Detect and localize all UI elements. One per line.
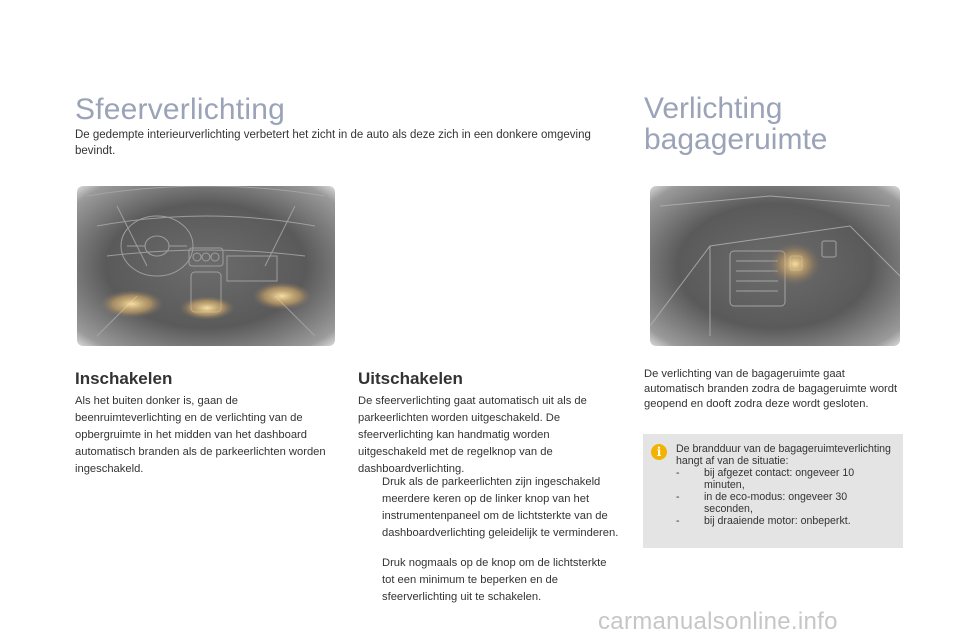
list-item xyxy=(676,515,896,527)
page-title-sfeerverlichting: Sfeerverlichting xyxy=(75,93,285,126)
dash-marker: - xyxy=(676,467,680,479)
info-icon: i xyxy=(651,444,667,460)
list-item xyxy=(358,474,620,542)
heading-inschakelen: Inschakelen xyxy=(75,369,173,388)
info-item-text: bij draaiende motor: onbeperkt. xyxy=(704,515,851,527)
text-uitschakelen: De sfeerverlichting gaat automatisch uit als de parkeerlichten worden uitgeschakeld. De sfeerverlichting kan handmatig worden uitgeschakeld met de regelknop van de dashboardverlichting. xyxy=(358,395,587,475)
list-item xyxy=(676,491,896,515)
dashboard-illustration xyxy=(77,186,335,346)
trunk-photo xyxy=(650,186,900,346)
bullet-text: Druk als de parkeerlichten zijn ingeschakeld meerdere keren op de linker knop van het instrumentenpaneel om de lichtsterkte van de dashboardverlichting geleidelijk te verminderen. xyxy=(382,476,619,539)
info-item-text: bij afgezet contact: ongeveer 10 minuten, xyxy=(704,467,855,491)
list-item xyxy=(358,555,620,606)
text-bagageruimte: De verlichting van de bagageruimte gaat automatisch branden zodra de bagageruimte wordt geopend en dooft zodra deze wordt gesloten. xyxy=(644,368,898,410)
list-item xyxy=(676,467,896,491)
dash-marker: - xyxy=(676,515,680,527)
heading-uitschakelen: Uitschakelen xyxy=(358,369,463,388)
page-title-bagageruimte: Verlichting bagageruimte xyxy=(644,92,828,156)
intro-text: De gedempte interieurverlichting verbetert het zicht in de auto als deze zich in een donkere omgeving bevindt. xyxy=(75,129,591,157)
watermark: carmanualsonline.info xyxy=(598,608,838,635)
info-intro: De brandduur van de bagageruimteverlichting hangt af van de situatie: xyxy=(676,443,891,467)
text-inschakelen: Als het buiten donker is, gaan de beenruimteverlichting en de verlichting van de opbergruimte in het midden van het dashboard automatisch branden als de parkeerlichten worden ingeschakeld. xyxy=(75,395,326,475)
bullet-text: Druk nogmaals op de knop om de lichtsterkte tot een minimum te beperken en de sfeerverlichting uit te schakelen. xyxy=(382,557,607,603)
info-text xyxy=(676,443,896,527)
info-item-text: in de eco-modus: ongeveer 30 seconden, xyxy=(704,491,848,515)
info-box xyxy=(643,434,903,548)
dash-marker: - xyxy=(676,491,680,503)
trunk-illustration xyxy=(650,186,900,346)
dashboard-interior-photo xyxy=(77,186,335,346)
